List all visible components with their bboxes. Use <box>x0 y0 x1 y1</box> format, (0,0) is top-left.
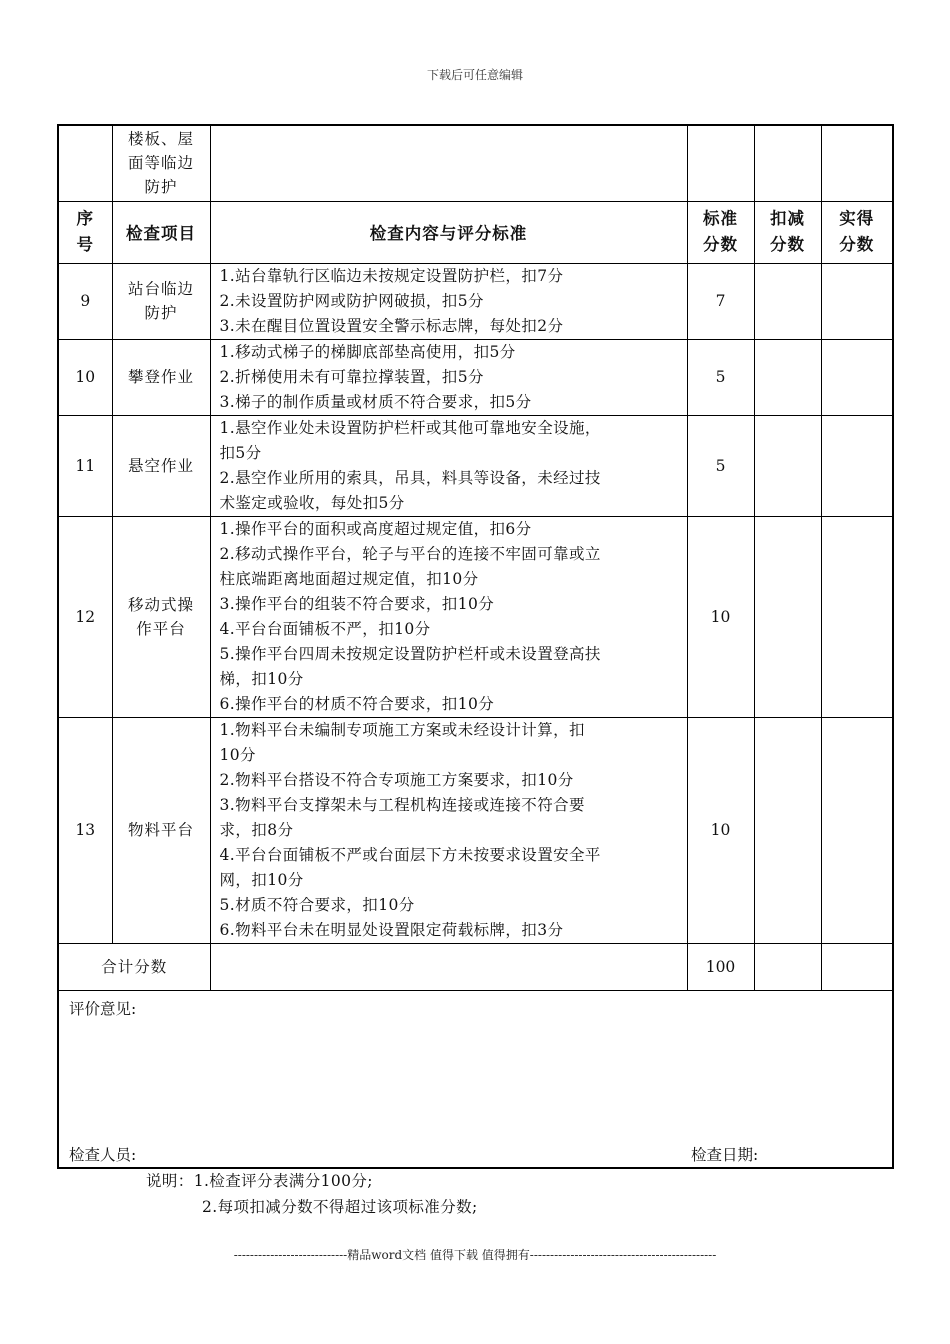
table-row <box>58 516 893 717</box>
total-std-score: 100 <box>687 943 754 990</box>
row-content: 1.移动式梯子的梯脚底部垫高使用，扣5分 2.折梯使用未有可靠拉撑装置，扣5分 3.梯子的制作质量或材质不符合要求，扣5分 <box>210 339 687 415</box>
total-label: 合计分数 <box>58 943 210 990</box>
row-number: 10 <box>58 339 112 415</box>
total-row <box>58 943 893 990</box>
inspection-score-table <box>57 124 894 1169</box>
row-std-score: 5 <box>687 415 754 516</box>
row-deduct-score[interactable] <box>754 516 821 717</box>
row-number: 9 <box>58 263 112 339</box>
row-item: 站台临边 防护 <box>112 263 210 339</box>
row-content: 1.操作平台的面积或高度超过规定值，扣6分 2.移动式操作平台，轮子与平台的连接不牢固可靠或立 柱底端距离地面超过规定值，扣10分 3.操作平台的组装不符合要求，扣10分 4.平台台面铺板不严，扣10分 5.操作平台四周未按规定设置防护栏杆或未设置登高扶 梯，扣10分 6.操作平台的材质不符合要求，扣10分 <box>210 516 687 717</box>
row-item: 攀登作业 <box>112 339 210 415</box>
row-std-score: 5 <box>687 339 754 415</box>
evaluation-row <box>58 990 893 1168</box>
row-std-score: 7 <box>687 263 754 339</box>
row-actual-score[interactable] <box>821 717 893 943</box>
row-content: 1.悬空作业处未设置防护栏杆或其他可靠地安全设施， 扣5分 2.悬空作业所用的索具，吊具，料具等设备，未经过技 术鉴定或验收，每处扣5分 <box>210 415 687 516</box>
row-item: 悬空作业 <box>112 415 210 516</box>
row-item: 物料平台 <box>112 717 210 943</box>
row-number: 12 <box>58 516 112 717</box>
header-note: 下载后可任意编辑 <box>426 68 523 82</box>
footer-line: ----------------------------精品word文档 值得下载 值得拥有---------------------------------------------- <box>233 1248 717 1262</box>
header-actual-score: 实得 分数 <box>821 201 893 263</box>
row-std-score: 10 <box>687 717 754 943</box>
table-row <box>58 339 893 415</box>
total-actual-score[interactable] <box>821 943 893 990</box>
row-content: 1.站台靠轨行区临边未按规定设置防护栏，扣7分 2.未设置防护网或防护网破损，扣5分 3.未在醒目位置设置安全警示标志牌，每处扣2分 <box>210 263 687 339</box>
header-item: 检查项目 <box>112 201 210 263</box>
top-row-item: 楼板、屋 面等临边 防护 <box>112 125 210 201</box>
note-2: 2.每项扣减分数不得超过该项标准分数; <box>202 1198 478 1216</box>
row-deduct-score[interactable] <box>754 415 821 516</box>
table-row <box>58 415 893 516</box>
row-number: 13 <box>58 717 112 943</box>
row-actual-score[interactable] <box>821 263 893 339</box>
notes <box>146 1168 478 1220</box>
row-content: 1.物料平台未编制专项施工方案或未经设计计算，扣 10分 2.物料平台搭设不符合专项施工方案要求，扣10分 3.物料平台支撑架未与工程机构连接或连接不符合要 求，扣8分 4.平台台面铺板不严或台面层下方未按要求设置安全平 网，扣10分 5.材质不符合要求，扣10分 6.物料平台未在明显处设置限定荷载标牌，扣3分 <box>210 717 687 943</box>
evaluation-box[interactable] <box>58 990 893 1168</box>
row-actual-score[interactable] <box>821 415 893 516</box>
inspector-label: 检查人员: <box>69 1145 137 1164</box>
table-row <box>58 263 893 339</box>
total-deduct-score[interactable] <box>754 943 821 990</box>
header-deduct-score: 扣减 分数 <box>754 201 821 263</box>
inspection-date-label: 检查日期: <box>691 1145 759 1164</box>
note-1: 1.检查评分表满分100分; <box>193 1172 373 1190</box>
evaluation-label: 评价意见: <box>69 999 137 1018</box>
row-number: 11 <box>58 415 112 516</box>
header-no: 序 号 <box>58 201 112 263</box>
row-deduct-score[interactable] <box>754 717 821 943</box>
notes-prefix: 说明： <box>146 1172 194 1190</box>
table-row <box>58 717 893 943</box>
header-row <box>58 201 893 263</box>
row-deduct-score[interactable] <box>754 339 821 415</box>
row-item: 移动式操 作平台 <box>112 516 210 717</box>
header-std-score: 标准 分数 <box>687 201 754 263</box>
row-actual-score[interactable] <box>821 339 893 415</box>
row-actual-score[interactable] <box>821 516 893 717</box>
row-deduct-score[interactable] <box>754 263 821 339</box>
header-content: 检查内容与评分标准 <box>210 201 687 263</box>
top-continuation-row <box>58 125 893 201</box>
row-std-score: 10 <box>687 516 754 717</box>
